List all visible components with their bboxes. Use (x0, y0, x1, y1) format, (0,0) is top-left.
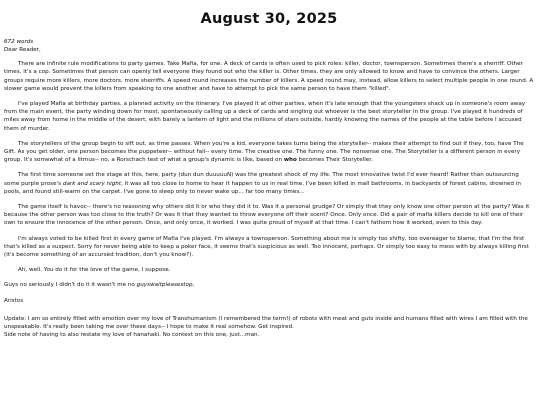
paragraph-text: , (192, 282, 195, 289)
body-paragraph (4, 203, 534, 228)
body-paragraph (4, 281, 534, 289)
paragraph-text: becomes Their Storyteller. (296, 157, 373, 164)
italic-text: dark and scary night (62, 180, 122, 187)
update-line: Update: I am so entirely filled with emotion over my love of Transhumanism (I remembered the term!) of robots with meat and guts inside and humans filled with wires I am filled with the unspeakable. It's really been taking me over these days-- I hope to make it real somehow. Get inspired. (4, 315, 528, 331)
update-section (4, 315, 534, 340)
paragraph-text: I'm always voted to be killed first in every game of Mafia I've played. I'm always a townsperson. Something about me is simply too shifty, too overeager to blame, that I'm the first that's killed as a suspect. Sorry for never being able to keep a poker face, it seems that's suspicious as well. Too innocent, perhaps. Or simply too easy to mess with by always killing first (it's become something of an accursèd tradition, don't you know?). (4, 235, 529, 259)
body-paragraph (4, 100, 534, 133)
word-count: 672 words (4, 39, 34, 45)
paragraph-text: I've played Mafia at birthday parties, a planned activity on the itinerary. I've played it at other parties, when it's late enough that the youngsters shack up in someone's room away from the main event, the party winding down for most, spontaneously calling up a deck of cards and singling out whoever is the best storyteller in the group. I've played it hundreds of miles away from home in the middle of the desert, with barely a lantern of light and the millions of stars outside, hardly knowing the names of the people at the table before I accused them of murder. (4, 101, 526, 132)
body-paragraph (4, 60, 534, 93)
side-note-line: Side note of having to also restate my love of hanahaki. No context on this one, just...man. (4, 332, 260, 339)
paragraph-text: The storytellers of the group begin to sift out, as time passes. When you're a kid, everyone takes turns being the storyteller-- makes their attempt to find out if they, too, have The Gift. As you get older, one person becomes the puppeteer-- without fail-- every time. The creative one. The funny one. The nonsense one. The Storyteller is a different person in every group. It's somewhat of a litmus-- no, a Rorschach test of what a group's dynamic is like, based on (4, 140, 524, 164)
entry-body (4, 60, 534, 289)
italic-text: guyswaitpleasestop (136, 282, 193, 289)
paragraph-text: The first time someone set the stage at this, here, party (dun dun duuuuuN) was the greatest shock of my life. The most innovative twist I'd ever heard! Rather than outsourcing some purple prose's (4, 172, 519, 187)
bold-text: who (283, 157, 297, 164)
body-paragraph (4, 140, 534, 165)
paragraph-text: The game itself is havoc-- there's no reasoning why others did it or who they did it to. Was it a personal grudge? Or simply that they only know one other person at the party? Was it because the other person was too close to the truth? Or was it that they wanted to throw everyone off their scent? Once. Only once. Did a pair of mafia killers decide to kill one of their own to ensure the innocence of the other person. Once, and only once, it worked. I was quite proud of myself at that time. I can't fathom how it worked, even to this day. (4, 204, 530, 227)
paragraph-text: There are infinite rule modifications to party games. Take Mafia, for one. A deck of cards is often used to pick roles: killer, doctor, townsperson. Sometimes there's a sherriff. Other times, it's a cop. Sometimes that person can openly tell everyone they found out who the killer is. Other times, they are only allowed to know and have to convince the others. Larger groups require more killers, more doctors, more sherriffs. A speed round increases the number of killers. A speed round may, instead, allow killers to select multiple people in one round. A slower game would prevent the killers from speaking to one another and have to attempt to pick the same person to have them "killed". (4, 61, 534, 92)
paragraph-text: Guys no seriously I didn't do it it wasn't me no (4, 282, 137, 289)
body-paragraph (4, 171, 534, 196)
body-paragraph (4, 235, 534, 260)
body-paragraph (4, 266, 534, 274)
paragraph-text: , it was all too close to home to hear it happen to us in real time. I've been killed in mall bathrooms, in backyards of forest cabins, drowned in pools, and found still-warm on the carpet. I've gone to sleep only to never wake up... far too many times... (4, 180, 521, 195)
entry-title: August 30, 2025 (200, 11, 338, 27)
entry-meta (4, 39, 534, 54)
paragraph-text: Ah, well. You do it for the love of the game, I suppose. (18, 267, 171, 274)
salutation: Dear Reader, (4, 46, 41, 53)
signature: Aristos (4, 297, 24, 304)
